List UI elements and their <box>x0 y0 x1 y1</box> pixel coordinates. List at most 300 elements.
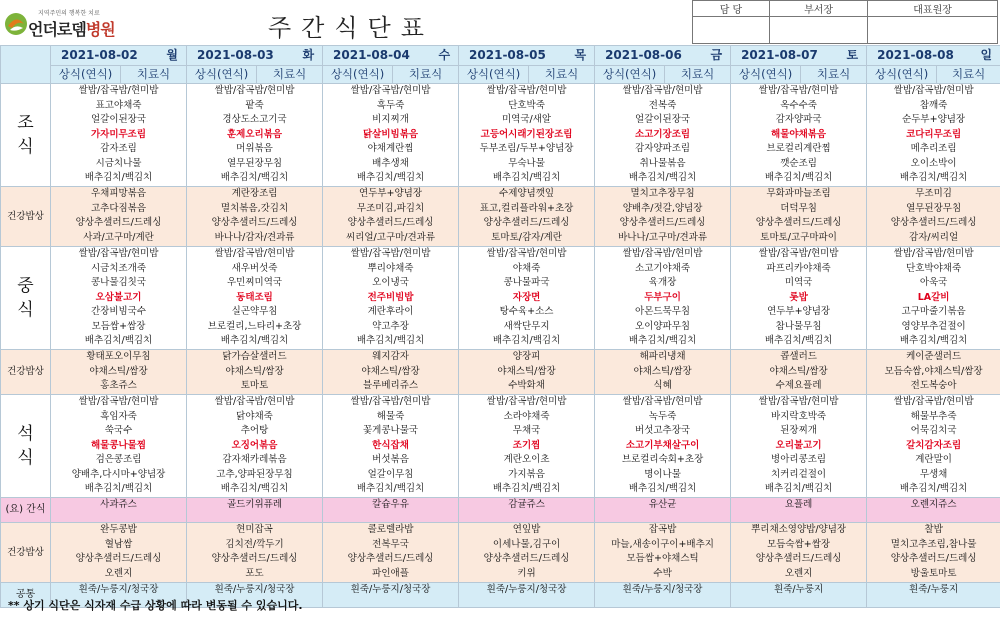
day-weekday: 금 <box>710 48 723 63</box>
menu-item: 영양부추겉절이 <box>901 320 966 332</box>
health_am-cell <box>51 187 187 247</box>
snack-label: (요) 간식 <box>1 498 51 523</box>
lunch-cell <box>323 247 459 350</box>
menu-item: 쌀밥/잡곡밥/현미밥 <box>758 248 839 259</box>
menu-item: 야채계란찜 <box>367 143 414 154</box>
menu-item: 배추생채 <box>372 157 409 169</box>
health_pm-cell <box>595 350 731 395</box>
menu-item: 소고기야채죽 <box>635 262 691 274</box>
menu-item: 쌀밥/잡곡밥/현미밥 <box>758 85 839 96</box>
menu-item: 배추김치/백김치 <box>220 172 289 183</box>
health_am-cell <box>323 187 459 247</box>
menu-item: 치커리겉절이 <box>771 468 827 480</box>
menu-item: 브로컬리,느타리+초장 <box>207 320 302 332</box>
menu-item: 오렌지 <box>784 567 813 579</box>
health_am-cell <box>595 187 731 247</box>
snack-cell <box>459 498 595 523</box>
dinner-cell <box>323 395 459 498</box>
type-therapy: 치료식 <box>801 66 867 84</box>
health_night-cell <box>867 523 1000 583</box>
menu-item: 배추김치/백김치 <box>628 483 697 494</box>
health_pm-label: 건강밥상 <box>1 350 51 395</box>
health_night-cell <box>323 523 459 583</box>
menu-item: 쌀밥/잡곡밥/현미밥 <box>350 85 431 96</box>
menu-item: 훈제오리볶음 <box>226 128 283 140</box>
type-regular: 상식(연식) <box>323 66 393 84</box>
menu-item: 경상도소고기국 <box>222 114 287 125</box>
type-regular: 상식(연식) <box>459 66 529 84</box>
menu-item: 브로컬리숙회+초장 <box>621 454 704 465</box>
menu-item: 현미잡곡 <box>236 524 273 535</box>
menu-item: 얼갈이된장국 <box>90 114 147 125</box>
approval-sign-staff[interactable] <box>693 17 770 44</box>
menu-item: 키위 <box>517 567 536 579</box>
menu-item: 양상추샐러드/드레싱 <box>890 217 977 228</box>
day-date: 2021-08-05 <box>469 48 546 63</box>
menu-item: 멸치고추조림,참나물 <box>890 538 977 550</box>
menu-item: 찰밥 <box>924 524 943 535</box>
menu-item: 자장면 <box>512 291 541 303</box>
lunch-label: 중식 <box>1 247 51 350</box>
lunch-cell <box>51 247 187 350</box>
approval-box <box>692 0 998 44</box>
menu-item: 멸치볶음,갓김치 <box>220 202 289 214</box>
menu-item: 고추,양파된장무침 <box>216 468 293 480</box>
snack-cell <box>731 498 867 523</box>
breakfast-cell <box>595 84 731 187</box>
menu-item: 배추김치/백김치 <box>356 335 425 346</box>
menu-item: 양상추샐러드/드레싱 <box>211 553 298 564</box>
menu-item: 오렌지쥬스 <box>910 499 957 510</box>
dinner-row <box>1 395 1000 498</box>
menu-item: 오삼불고기 <box>95 291 142 303</box>
menu-item: 시금치조개죽 <box>90 262 147 274</box>
menu-item: 양상추샐러드/드레싱 <box>755 553 842 564</box>
menu-item: 해파리냉채 <box>639 351 686 362</box>
menu-item: 야채스틱/쌈장 <box>89 365 148 377</box>
breakfast-cell <box>731 84 867 187</box>
lunch-cell <box>731 247 867 350</box>
type-regular: 상식(연식) <box>51 66 121 84</box>
type-therapy: 치료식 <box>529 66 595 84</box>
menu-item: 배추김치/백김치 <box>628 172 697 183</box>
day-header <box>595 46 731 66</box>
menu-item: 양상추샐러드/드레싱 <box>347 553 434 564</box>
menu-item: 쌀밥/잡곡밥/현미밥 <box>214 85 295 96</box>
menu-item: 뿌리채소영양밥/양념장 <box>751 524 847 535</box>
corner-cell <box>1 46 51 84</box>
menu-item: 배추김치/백김치 <box>628 335 697 346</box>
breakfast-row <box>1 84 1000 187</box>
menu-item: 흰죽/누룽지 <box>774 584 824 595</box>
menu-item: 미역국 <box>784 277 813 288</box>
type-therapy: 치료식 <box>393 66 459 84</box>
menu-item: 전복죽 <box>648 99 677 111</box>
menu-item: 바나나/감자/견과류 <box>214 231 295 243</box>
menu-item: 파프리카야채죽 <box>766 262 831 274</box>
menu-item: 취나물볶음 <box>639 157 686 169</box>
breakfast-cell <box>459 84 595 187</box>
menu-item: 흑두죽 <box>376 99 405 111</box>
menu-item: 배추김치/백김치 <box>492 483 561 494</box>
type-therapy: 치료식 <box>257 66 323 84</box>
menu-item: 가자미무조림 <box>90 128 147 140</box>
day-header-inner <box>459 48 594 63</box>
page-header <box>0 0 1000 46</box>
day-header-inner <box>731 48 866 63</box>
menu-item: 블루베리쥬스 <box>363 380 419 391</box>
menu-item: 배추김치/백김치 <box>84 483 153 494</box>
day-header <box>323 46 459 66</box>
menu-item: 쌀밥/잡곡밥/현미밥 <box>893 85 974 96</box>
menu-item: 오이양파무침 <box>635 320 691 332</box>
health_night-cell <box>187 523 323 583</box>
common-label: 공통 <box>1 583 51 608</box>
menu-item: 콩나물김칫국 <box>90 277 147 288</box>
menu-item: 열무된장무침 <box>226 157 283 169</box>
menu-item: 요플레 <box>784 499 813 510</box>
menu-item: 웨지감자 <box>372 351 409 362</box>
menu-item: 양상추샐러드/드레싱 <box>890 553 977 564</box>
logo-name-a: 언더로뎀 <box>28 20 86 39</box>
breakfast-cell <box>867 84 1000 187</box>
day-header-inner <box>323 48 458 63</box>
type-regular: 상식(연식) <box>867 66 937 84</box>
menu-item: 전도복숭아 <box>910 380 957 391</box>
menu-item: 야채죽 <box>512 262 541 274</box>
menu-item: 우민찌미역국 <box>226 277 283 288</box>
menu-item: 꽃게콩나물국 <box>363 425 419 436</box>
health_am-cell <box>187 187 323 247</box>
approval-label-staff: 담 당 <box>693 1 770 17</box>
menu-item: 해물콩나물찜 <box>90 439 147 451</box>
menu-item: 가지볶음 <box>508 468 545 480</box>
menu-item: 감자양파국 <box>775 114 822 125</box>
day-header-inner <box>595 48 730 63</box>
menu-item: 토마토/고구마파이 <box>760 231 837 243</box>
menu-item: 얼갈이된장국 <box>635 114 691 125</box>
menu-item: 조기찜 <box>512 439 541 451</box>
menu-item: 닭살비빔볶음 <box>363 128 419 140</box>
menu-item: 된장찌개 <box>780 425 817 436</box>
snack-cell <box>187 498 323 523</box>
menu-item: 야채스틱/쌈장 <box>633 365 692 377</box>
menu-item: 쌀밥/잡곡밥/현미밥 <box>350 248 431 259</box>
menu-item: 쌀밥/잡곡밥/현미밥 <box>622 248 703 259</box>
snack-row <box>1 498 1000 523</box>
menu-item: 감자/씨리얼 <box>909 231 959 243</box>
menu-item: 무화과마늘조림 <box>766 188 831 199</box>
menu-item: 비지찌개 <box>372 114 409 125</box>
menu-item: 쌀밥/잡곡밥/현미밥 <box>893 396 974 407</box>
breakfast-label: 조식 <box>1 84 51 187</box>
menu-item: 양상추샐러드/드레싱 <box>483 553 570 564</box>
menu-item: 녹두죽 <box>648 410 677 422</box>
menu-item: 오리불고기 <box>775 439 822 451</box>
menu-item: 잡곡밥 <box>648 524 677 535</box>
menu-item: 김치전/깍두기 <box>225 538 284 550</box>
menu-item: 팥죽 <box>245 99 264 111</box>
day-weekday: 목 <box>574 48 587 63</box>
day-weekday: 수 <box>438 48 451 63</box>
menu-item: 흑임자죽 <box>100 410 137 422</box>
menu-item: 감자채카레볶음 <box>222 454 287 465</box>
health_am-row <box>1 187 1000 247</box>
menu-item: 소고기부채살구이 <box>625 439 700 451</box>
dinner-label: 석식 <box>1 395 51 498</box>
approval-sign-director[interactable] <box>868 17 998 44</box>
menu-item: 양배추,다시마+양념장 <box>71 468 166 480</box>
menu-item: 명이나물 <box>644 468 681 480</box>
menu-item: 토마토 <box>240 380 269 391</box>
menu-item: 롯밥 <box>789 291 808 303</box>
menu-item: 배추김치/백김치 <box>899 483 968 494</box>
dinner-cell <box>459 395 595 498</box>
menu-item: 포도 <box>245 567 264 579</box>
type-therapy: 치료식 <box>121 66 187 84</box>
day-header <box>731 46 867 66</box>
health_night-cell <box>595 523 731 583</box>
menu-item: 아몬드묵무침 <box>635 306 691 317</box>
menu-item: 미역국/새알 <box>502 114 552 125</box>
menu-item: 양상추샐러드/드레싱 <box>347 217 434 228</box>
menu-item: 버섯고추장국 <box>635 425 691 436</box>
menu-item: 흰죽/누룽지/청국장 <box>350 584 431 595</box>
menu-item: 방울토마토 <box>910 567 957 579</box>
common-cell <box>459 583 595 608</box>
menu-item: 수제양념깻잎 <box>499 188 555 199</box>
menu-item: 더덕무침 <box>780 202 817 214</box>
logo-name-b: 병원 <box>85 20 115 39</box>
meal-type-row <box>1 66 1000 84</box>
menu-item: 쌀밥/잡곡밥/현미밥 <box>214 248 295 259</box>
menu-item: 쌀밥/잡곡밥/현미밥 <box>78 85 159 96</box>
menu-item: 감자조림 <box>100 143 137 154</box>
menu-item: 육개장 <box>648 277 677 288</box>
day-date: 2021-08-04 <box>333 48 410 63</box>
menu-item: 코다리무조림 <box>906 128 962 140</box>
day-weekday: 일 <box>980 48 993 63</box>
menu-item: 표고,컬리플라워+초장 <box>479 202 574 214</box>
menu-item: 무숙나물 <box>508 157 545 169</box>
health_pm-cell <box>323 350 459 395</box>
logo-tagline: 지역주민의 행복한 치료 <box>38 10 100 17</box>
menu-item: 배추김치/백김치 <box>220 483 289 494</box>
menu-item: 흰죽/누룽지/청국장 <box>486 584 567 595</box>
menu-item: 아욱국 <box>919 277 948 288</box>
health_night-cell <box>51 523 187 583</box>
common-cell <box>867 583 1000 608</box>
menu-item: 수박 <box>653 567 672 579</box>
menu-item: 계란말이 <box>915 454 952 465</box>
type-regular: 상식(연식) <box>187 66 257 84</box>
menu-item: 흰죽/누룽지 <box>909 584 959 595</box>
menu-item: 무채국 <box>512 425 541 436</box>
menu-item: 멸치고추장무침 <box>630 188 695 199</box>
menu-item: 케이준샐러드 <box>906 351 962 362</box>
menu-item: LA갈비 <box>917 291 950 303</box>
menu-item: 쌀밥/잡곡밥/현미밥 <box>622 396 703 407</box>
menu-item: 소라야채죽 <box>503 410 550 422</box>
menu-item: 메추리조림 <box>910 143 957 154</box>
menu-item: 참나물무침 <box>775 320 822 332</box>
menu-item: 흰죽/누룽지/청국장 <box>78 584 159 595</box>
lunch-cell <box>187 247 323 350</box>
menu-item: 오이냉국 <box>372 277 409 288</box>
menu-item: 모듬쌈+야채스틱 <box>626 553 699 564</box>
menu-item: 병아리콩조림 <box>771 454 827 465</box>
menu-item: 고추다짐볶음 <box>90 202 147 214</box>
menu-item: 어묵김치국 <box>910 425 957 436</box>
day-date: 2021-08-03 <box>197 48 274 63</box>
menu-item: 쌀밥/잡곡밥/현미밥 <box>486 85 567 96</box>
menu-item: 동태조림 <box>236 291 273 303</box>
menu-item: 쌀밥/잡곡밥/현미밥 <box>486 248 567 259</box>
menu-item: 배추김치/백김치 <box>492 335 561 346</box>
menu-item: 쌀밥/잡곡밥/현미밥 <box>486 396 567 407</box>
lunch-cell <box>595 247 731 350</box>
menu-item: 닭가슴살샐러드 <box>222 351 287 362</box>
menu-item: 해물죽 <box>376 410 405 422</box>
menu-item: 얼갈이무침 <box>367 468 414 480</box>
menu-item: 열무된장무침 <box>906 202 962 214</box>
menu-item: 배추김치/백김치 <box>356 172 425 183</box>
menu-item: 배추김치/백김치 <box>356 483 425 494</box>
menu-item: 씨리얼/고구마/견과류 <box>346 231 436 243</box>
menu-item: 오징어볶음 <box>231 439 278 451</box>
menu-item: 양상추샐러드/드레싱 <box>755 217 842 228</box>
menu-item: 시금치나물 <box>95 157 142 169</box>
common-cell <box>323 583 459 608</box>
day-date: 2021-08-06 <box>605 48 682 63</box>
menu-item: 표고야채죽 <box>95 99 142 111</box>
menu-item: 흰죽/누룽지/청국장 <box>622 584 703 595</box>
menu-item: 소고기장조림 <box>635 128 691 140</box>
menu-item: 야채스틱/쌈장 <box>361 365 420 377</box>
menu-item: 전주비빔밥 <box>367 291 414 303</box>
day-header <box>51 46 187 66</box>
lunch-row <box>1 247 1000 350</box>
logo-name <box>28 17 115 40</box>
snack-cell <box>867 498 1000 523</box>
menu-item: 야채스틱/쌈장 <box>769 365 828 377</box>
menu-item: 수박화채 <box>508 380 545 391</box>
approval-sign-manager[interactable] <box>769 17 867 44</box>
snack-cell <box>323 498 459 523</box>
menu-item: 배추김치/백김치 <box>899 172 968 183</box>
day-weekday: 토 <box>846 48 859 63</box>
menu-item: 배추김치/백김치 <box>492 172 561 183</box>
menu-item: 새싹단무지 <box>503 320 550 332</box>
menu-item: 참깨죽 <box>919 99 948 111</box>
menu-item: 고구마줄기볶음 <box>901 306 966 317</box>
type-regular: 상식(연식) <box>595 66 665 84</box>
type-regular: 상식(연식) <box>731 66 801 84</box>
menu-item: 계란후라이 <box>367 306 414 317</box>
health_night-label: 건강밥상 <box>1 523 51 583</box>
menu-item: 양상추샐러드/드레싱 <box>483 217 570 228</box>
menu-item: 계란장조림 <box>231 188 278 199</box>
hospital-logo <box>4 6 204 40</box>
menu-item: 골드키위퓨레 <box>226 499 283 510</box>
weekly-menu-table <box>0 45 1000 608</box>
day-date: 2021-08-08 <box>877 48 954 63</box>
menu-item: 양상추샐러드/드레싱 <box>619 217 706 228</box>
health_pm-cell <box>51 350 187 395</box>
day-header-inner <box>867 48 1000 63</box>
health_pm-row <box>1 350 1000 395</box>
menu-item: 황태포오이무침 <box>86 351 151 362</box>
menu-item: 우채피망볶음 <box>90 188 147 199</box>
menu-item: 혈남쌈 <box>104 538 133 550</box>
menu-item: 흰죽/누룽지/청국장 <box>214 584 295 595</box>
common-cell <box>731 583 867 608</box>
menu-item: 콥샐러드 <box>780 351 817 362</box>
breakfast-cell <box>51 84 187 187</box>
menu-item: 브로컬리계란찜 <box>766 143 831 154</box>
health_night-row <box>1 523 1000 583</box>
menu-item: 양상추샐러드/드레싱 <box>75 217 162 228</box>
menu-item: 무생채 <box>919 468 948 480</box>
lunch-cell <box>867 247 1000 350</box>
menu-item: 쌀밥/잡곡밥/현미밥 <box>78 396 159 407</box>
health_am-label: 건강밥상 <box>1 187 51 247</box>
snack-cell <box>595 498 731 523</box>
breakfast-cell <box>187 84 323 187</box>
menu-item: 파인애플 <box>372 567 409 579</box>
page-title: 주간식단표 <box>268 14 434 42</box>
menu-item: 깻순조림 <box>780 157 817 169</box>
menu-item: 야채스틱/쌈장 <box>225 365 284 377</box>
day-header-inner <box>187 48 322 63</box>
menu-item: 연두부+양념장 <box>767 306 831 317</box>
menu-item: 머위볶음 <box>236 143 273 154</box>
menu-item: 옥수수죽 <box>780 99 817 111</box>
day-weekday: 월 <box>166 48 179 63</box>
menu-item: 뿌리야채죽 <box>367 262 414 274</box>
menu-item: 마늘,새송이구이+배추지 <box>611 538 714 550</box>
menu-item: 단호박야채죽 <box>906 262 962 274</box>
snack-cell <box>51 498 187 523</box>
day-header <box>867 46 1000 66</box>
menu-item: 양장피 <box>512 351 541 362</box>
common-cell <box>595 583 731 608</box>
approval-label-manager: 부서장 <box>769 1 867 17</box>
menu-item: 바지락호박죽 <box>771 410 827 422</box>
menu-item: 단호박죽 <box>508 99 545 111</box>
menu-item: 간장비빔국수 <box>90 306 147 317</box>
health_am-cell <box>867 187 1000 247</box>
breakfast-cell <box>323 84 459 187</box>
menu-item: 닭야채죽 <box>236 410 273 422</box>
lunch-cell <box>459 247 595 350</box>
menu-item: 콩나물파국 <box>503 277 550 288</box>
menu-item: 양상추샐러드/드레싱 <box>211 217 298 228</box>
menu-item: 검은콩조림 <box>95 454 142 465</box>
health_night-cell <box>731 523 867 583</box>
menu-item: 모듬쌈+쌈장 <box>91 320 146 332</box>
menu-item: 버섯볶음 <box>372 454 409 465</box>
menu-item: 약고추장 <box>372 320 409 332</box>
menu-item: 홍초쥬스 <box>100 380 137 391</box>
menu-item: 배추김치/백김치 <box>764 172 833 183</box>
menu-item: 완두콩밥 <box>100 524 137 535</box>
menu-item: 연잎밥 <box>512 524 541 535</box>
health_pm-cell <box>459 350 595 395</box>
menu-item: 실곤약무침 <box>231 306 278 317</box>
menu-item: 배추김치/백김치 <box>84 172 153 183</box>
dinner-cell <box>595 395 731 498</box>
